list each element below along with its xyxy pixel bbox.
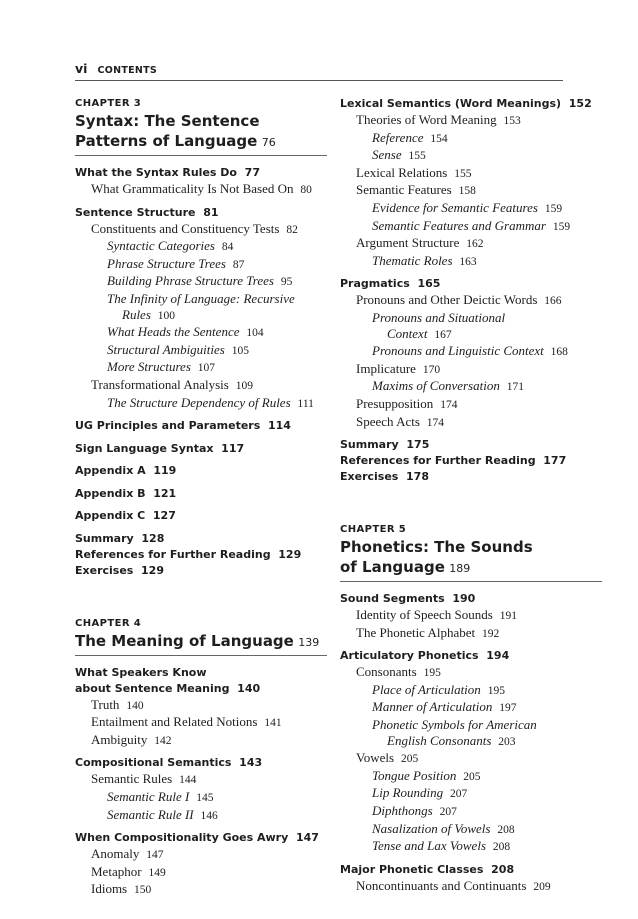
- toc-entry: [75, 324, 327, 342]
- toc-entry: [75, 463, 327, 479]
- toc-entry: [75, 563, 327, 579]
- page-ref: 82: [286, 223, 298, 236]
- entry-title: Appendix C: [75, 509, 146, 523]
- page-ref: 155: [454, 167, 472, 180]
- page-ref: 175: [406, 438, 430, 452]
- toc-entry: [340, 821, 602, 839]
- entry-title: Evidence for Semantic Features: [372, 199, 538, 215]
- entry-title: The Phonetic Alphabet: [356, 624, 476, 640]
- page-ref: 194: [486, 649, 510, 663]
- entry-title: Exercises: [340, 470, 399, 484]
- entry-title: Consonants: [356, 664, 417, 680]
- page-ref: 155: [408, 150, 426, 163]
- entry-title: Presupposition: [356, 395, 434, 411]
- entry-title: Context: [387, 325, 428, 341]
- toc-entry: [340, 292, 602, 310]
- page-ref: 166: [544, 295, 562, 308]
- entry-title: Transformational Analysis: [91, 376, 229, 392]
- page-ref: 129: [278, 547, 302, 561]
- entry-title: Implicature: [356, 360, 416, 376]
- page-ref: 121: [153, 486, 177, 500]
- toc-entry: [75, 531, 327, 547]
- page-ref: 84: [221, 241, 234, 254]
- entry-title: Nasalization of Vowels: [372, 820, 491, 836]
- toc-entry: [340, 437, 602, 453]
- entry-title: Building Phrase Structure Trees: [107, 273, 274, 289]
- toc-entry: [75, 846, 327, 864]
- toc-entry: [75, 789, 327, 807]
- page-ref: 162: [466, 238, 484, 251]
- page-ref: 167: [434, 328, 452, 341]
- toc-entry: [75, 681, 327, 697]
- page-ref: 114: [267, 419, 291, 433]
- toc-entry: [75, 307, 327, 325]
- toc-entry: [340, 253, 602, 271]
- entry-title: What Heads the Sentence: [107, 324, 240, 340]
- entry-title: Articulatory Phonetics: [340, 649, 479, 663]
- page-ref: 207: [450, 788, 468, 801]
- page-ref: 105: [231, 344, 249, 357]
- page-ref: 127: [152, 509, 176, 523]
- chapter-title: [75, 111, 327, 156]
- toc-column-right: [340, 96, 602, 895]
- entry-title: Sentence Structure: [75, 205, 196, 219]
- page-ref: 191: [499, 610, 517, 623]
- toc-entry: [75, 830, 327, 846]
- toc-entry: [75, 881, 327, 899]
- toc-entry: [340, 862, 602, 878]
- running-title: CONTENTS: [97, 65, 158, 76]
- page-ref: 209: [533, 880, 551, 893]
- entry-title: Semantic Rule I: [107, 789, 190, 804]
- toc-entry: [340, 310, 602, 326]
- entry-title: Pragmatics: [340, 277, 410, 291]
- page-ref: 140: [126, 699, 144, 712]
- toc-entry: [75, 181, 327, 199]
- page-ref: 208: [497, 823, 515, 836]
- entry-title: Semantic Features and Grammar: [372, 217, 546, 233]
- toc-entry: [340, 607, 602, 625]
- toc-entry: [340, 218, 602, 236]
- entry-title: Sign Language Syntax: [75, 441, 214, 455]
- page-ref: 140: [237, 681, 261, 695]
- entry-title: What the Syntax Rules Do: [75, 166, 237, 179]
- page-ref: 165: [417, 277, 441, 291]
- entry-title: Truth: [91, 696, 120, 712]
- page-ref: 153: [503, 115, 521, 127]
- toc-entry: [340, 276, 602, 292]
- toc-entry: [75, 395, 327, 413]
- page-ref: 168: [550, 346, 568, 359]
- toc-entry: [340, 453, 602, 469]
- page-ref: 128: [141, 531, 165, 545]
- chapter-label: CHAPTER 3: [75, 98, 142, 109]
- entry-title: Reference: [372, 129, 424, 145]
- toc-entry: [75, 221, 327, 239]
- entry-title: Pronouns and Other Deictic Words: [356, 292, 538, 308]
- page-ref: 141: [264, 717, 282, 730]
- toc-entry: [75, 256, 327, 274]
- page-ref: 174: [440, 398, 458, 411]
- page-ref: 197: [499, 702, 517, 715]
- entry-title: English Consonants: [387, 732, 492, 748]
- page-ref: 145: [196, 792, 214, 804]
- page-ref: 154: [430, 132, 448, 145]
- toc-entry: [340, 130, 602, 148]
- toc-entry: [340, 717, 602, 733]
- entry-title: References for Further Reading: [340, 454, 536, 468]
- toc-entry: [75, 273, 327, 291]
- toc-entry: [340, 648, 602, 664]
- entry-title: Pronouns and Situational: [372, 309, 506, 325]
- entry-title: Compositional Semantics: [75, 756, 232, 770]
- chapter-title-line: Patterns of Language: [75, 132, 258, 150]
- toc-entry: [340, 361, 602, 379]
- toc-entry: [340, 147, 602, 165]
- toc-entry: [75, 771, 327, 789]
- toc-entry: [75, 732, 327, 750]
- chapter-title: [75, 631, 327, 656]
- page-ref: 111: [297, 397, 314, 410]
- toc-entry: [340, 235, 602, 253]
- page-ref: 170: [422, 363, 441, 376]
- toc-entry: [75, 165, 327, 181]
- entry-title: Summary: [75, 531, 134, 545]
- entry-title: Semantic Rules: [91, 771, 173, 787]
- entry-title: Phonetic Symbols for American: [372, 717, 537, 733]
- chapter-title: [340, 537, 602, 582]
- page-ref: 195: [423, 667, 441, 680]
- page-ref: 208: [491, 862, 515, 876]
- page-ref: 104: [246, 327, 264, 340]
- page-ref: 208: [492, 841, 511, 854]
- toc-entry: [340, 699, 602, 717]
- page-ref: 100: [157, 309, 176, 322]
- entry-title: Exercises: [75, 563, 134, 577]
- toc-entry: [75, 342, 327, 360]
- page-ref: 177: [543, 454, 567, 468]
- toc-entry: [75, 418, 327, 434]
- entry-title: Tense and Lax Vowels: [372, 838, 486, 854]
- entry-title: Appendix B: [75, 486, 146, 500]
- entry-title: Entailment and Related Notions: [91, 714, 258, 730]
- entry-title: Major Phonetic Classes: [340, 862, 484, 876]
- entry-title: Sound Segments: [340, 592, 445, 606]
- toc-entry: [75, 377, 327, 395]
- page-ref: 205: [400, 753, 419, 766]
- toc-entry: [340, 378, 602, 396]
- page-ref: 171: [506, 381, 524, 394]
- entry-title: Speech Acts: [356, 413, 420, 429]
- chapter-title-line: The Meaning of Language: [75, 631, 294, 650]
- chapter-title-line: Phonetics: The Sounds: [340, 538, 533, 557]
- toc-entry: [340, 625, 602, 643]
- toc-entry: [75, 665, 327, 681]
- entry-title: More Structures: [107, 359, 191, 375]
- page-ref: 189: [449, 562, 471, 576]
- toc-entry: [75, 238, 327, 256]
- page-ref: 95: [280, 276, 293, 289]
- page-ref: 107: [197, 362, 216, 375]
- toc-entry: [75, 864, 327, 882]
- page-ref: 109: [235, 379, 253, 392]
- entry-title: Lexical Semantics (Word Meanings): [340, 97, 562, 110]
- entry-title: When Compositionality Goes Awry: [75, 831, 289, 845]
- entry-title: Syntactic Categories: [107, 238, 215, 254]
- page-ref: 203: [498, 735, 516, 748]
- page-ref: 147: [295, 831, 319, 845]
- page-ref: 81: [203, 205, 219, 219]
- toc-entry: [340, 396, 602, 414]
- toc-entry: [75, 205, 327, 221]
- page-ref: 192: [482, 627, 500, 640]
- entry-title: Lexical Relations: [356, 164, 448, 180]
- page-ref: 163: [459, 255, 477, 268]
- toc-entry: [75, 547, 327, 563]
- toc-entry: [340, 112, 602, 130]
- entry-title: Lip Rounding: [372, 785, 444, 801]
- page-ref: 149: [148, 866, 166, 879]
- entry-title: References for Further Reading: [75, 547, 271, 561]
- page-ref: 142: [154, 734, 172, 747]
- entry-title: What Grammaticality Is Not Based On: [91, 181, 294, 196]
- page-ref: 159: [544, 202, 563, 215]
- toc-entry: [75, 486, 327, 502]
- page-ref: 143: [239, 756, 263, 770]
- toc-entry: [340, 733, 602, 751]
- entry-title: Sense: [372, 147, 402, 163]
- toc-entry: [75, 714, 327, 732]
- entry-title: Maxims of Conversation: [372, 378, 500, 394]
- entry-title: Thematic Roles: [372, 252, 453, 268]
- page-ref: 147: [146, 849, 164, 862]
- page-ref: 139: [298, 635, 320, 649]
- entry-title: Idioms: [91, 881, 128, 897]
- toc-entry: [340, 326, 602, 344]
- page-ref: 144: [179, 774, 197, 787]
- page-ref: 146: [200, 809, 218, 822]
- entry-title: The Structure Dependency of Rules: [107, 394, 291, 410]
- entry-title: Rules: [122, 306, 151, 322]
- toc-entry: [75, 441, 327, 457]
- page-ref: 159: [552, 220, 571, 233]
- toc-entry: [340, 750, 602, 768]
- entry-title: Summary: [340, 438, 399, 452]
- entry-title: Structural Ambiguities: [107, 341, 225, 357]
- toc-entry: [340, 682, 602, 700]
- entry-title: about Sentence Meaning: [75, 681, 230, 695]
- page-ref: 129: [141, 563, 164, 577]
- page-ref: 150: [134, 884, 152, 897]
- toc-entry: [75, 807, 327, 825]
- entry-title: Constituents and Constituency Tests: [91, 220, 280, 236]
- entry-title: Ambiguity: [91, 731, 148, 747]
- toc-entry: [340, 768, 602, 786]
- page-ref: 207: [439, 806, 457, 819]
- page-ref: 174: [426, 416, 445, 429]
- toc-entry: [75, 755, 327, 771]
- entry-title: Tongue Position: [372, 767, 457, 783]
- toc-entry: [340, 838, 602, 856]
- page-ref: 152: [568, 97, 592, 110]
- page-ref: 117: [221, 441, 245, 455]
- page-ref: 190: [452, 592, 476, 606]
- toc-entry: [75, 359, 327, 377]
- entry-title: The Infinity of Language: Recursive: [107, 290, 295, 306]
- entry-title: Semantic Features: [356, 182, 452, 198]
- toc-entry: [340, 591, 602, 607]
- entry-title: Metaphor: [91, 863, 142, 879]
- page-ref: 76: [261, 136, 276, 149]
- toc-entry: [340, 878, 602, 896]
- toc-entry: [340, 96, 602, 112]
- page-ref: 158: [458, 185, 476, 198]
- toc-entry: [340, 343, 602, 361]
- chapter-label: CHAPTER 4: [75, 617, 142, 629]
- chapter-title-line: Syntax: The Sentence: [75, 112, 260, 130]
- entry-title: Semantic Rule II: [107, 806, 194, 822]
- entry-title: Identity of Speech Sounds: [356, 607, 493, 623]
- entry-title: What Speakers Know: [75, 665, 207, 679]
- toc-entry: [75, 291, 327, 307]
- toc-entry: [340, 664, 602, 682]
- entry-title: Manner of Articulation: [372, 699, 493, 715]
- entry-title: Noncontinuants and Continuants: [356, 877, 527, 893]
- toc-entry: [340, 414, 602, 432]
- page-number: vi: [75, 61, 88, 76]
- page-ref: 87: [232, 258, 245, 271]
- page-ref: 80: [300, 184, 312, 196]
- entry-title: Phrase Structure Trees: [107, 255, 226, 271]
- page-ref: 77: [244, 166, 260, 179]
- chapter-title-line: of Language: [340, 558, 445, 577]
- page-ref: 205: [463, 770, 481, 783]
- toc-entry: [75, 697, 327, 715]
- page-ref: 178: [406, 470, 429, 484]
- toc-entry: [340, 182, 602, 200]
- entry-title: Theories of Word Meaning: [356, 112, 497, 127]
- entry-title: Vowels: [356, 750, 395, 766]
- toc-entry: [340, 165, 602, 183]
- toc-entry: [340, 469, 602, 485]
- toc-entry: [75, 508, 327, 524]
- entry-title: Anomaly: [91, 846, 140, 862]
- entry-title: Place of Articulation: [372, 681, 481, 697]
- toc-column-left: [75, 96, 327, 899]
- running-header: [75, 60, 563, 81]
- chapter-label: CHAPTER 5: [340, 524, 407, 536]
- toc-entry: [340, 200, 602, 218]
- entry-title: Appendix A: [75, 464, 146, 478]
- entry-title: UG Principles and Parameters: [75, 419, 261, 433]
- toc-entry: [340, 803, 602, 821]
- entry-title: Pronouns and Linguistic Context: [372, 343, 544, 359]
- toc-entry: [340, 785, 602, 803]
- page-ref: 119: [153, 464, 177, 478]
- entry-title: Diphthongs: [372, 803, 433, 819]
- page-ref: 195: [487, 684, 505, 697]
- entry-title: Argument Structure: [356, 235, 460, 251]
